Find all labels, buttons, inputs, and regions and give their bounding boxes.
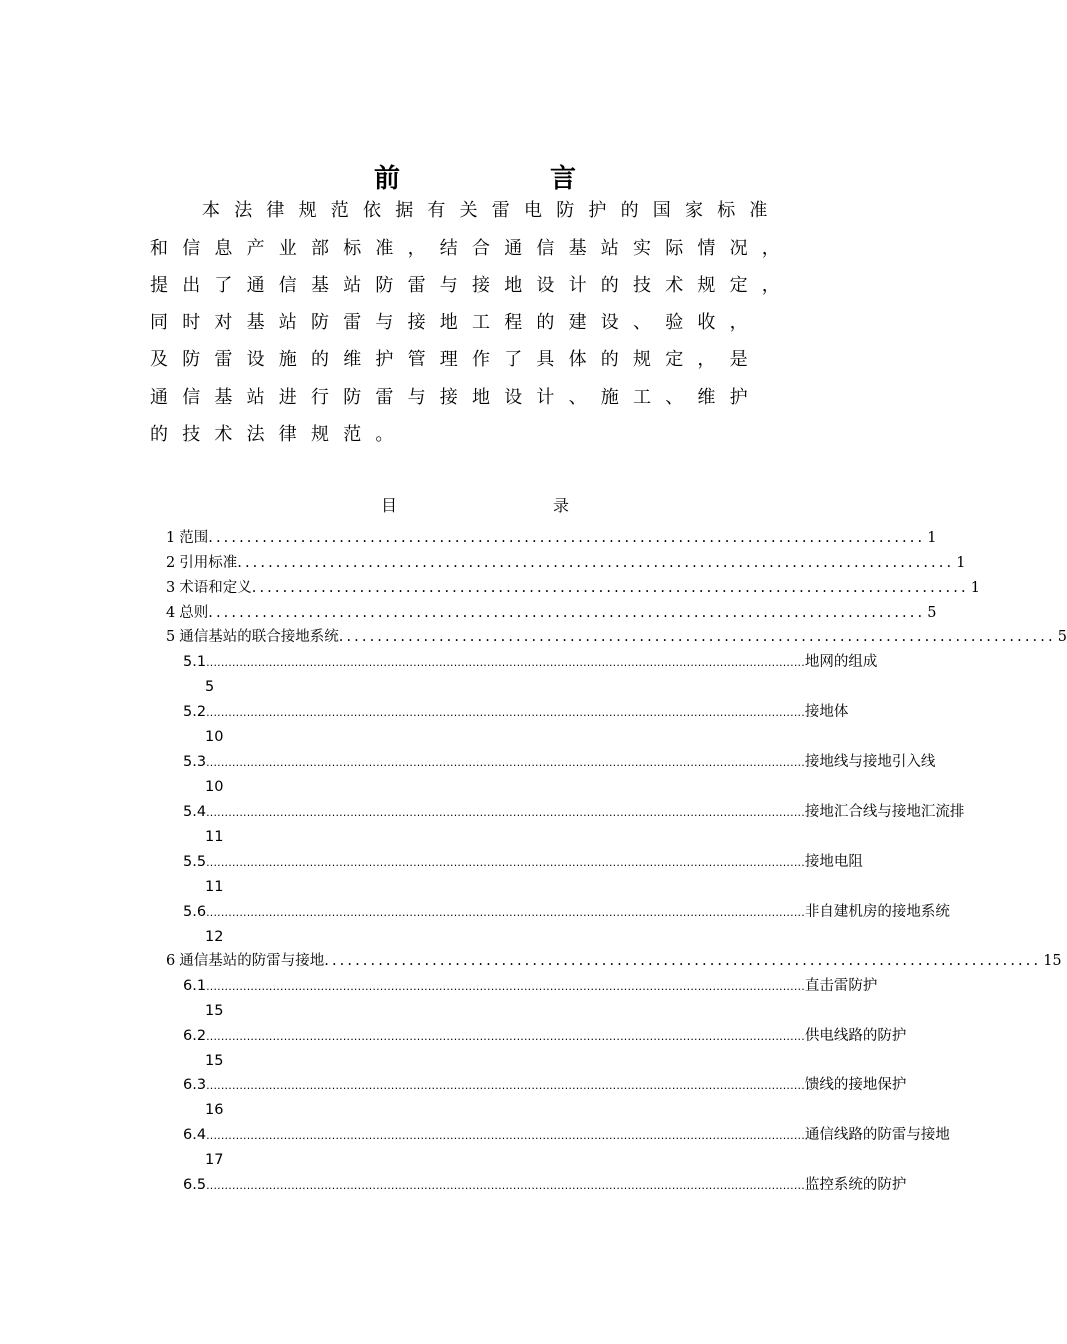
toc-leader-dots: .................................................................................................................................................................. <box>206 656 805 669</box>
toc-entry-number: 3 <box>166 580 176 596</box>
toc-leader-dots: .................................................................................................................................................................. <box>206 1179 805 1192</box>
toc-subentry-label: 通信线路的防雷与接地 <box>804 1127 950 1143</box>
toc-subentry-label: 供电线路的防护 <box>804 1028 907 1044</box>
toc-entry[interactable] <box>166 950 1062 972</box>
preface-line: 通信基站进行防雷与接地设计、施工、维护 <box>150 387 762 408</box>
toc-subentry[interactable] <box>183 901 950 923</box>
toc-subentry-label: 接地电阻 <box>804 854 863 870</box>
toc-leader-dots: ............................................................................................. <box>251 580 969 596</box>
toc-subentry-page: 12 <box>205 929 224 945</box>
toc-entry[interactable] <box>166 602 937 624</box>
toc-subentry-page: 17 <box>205 1152 224 1168</box>
toc-entry-page: 5 <box>927 605 937 621</box>
toc-subentry[interactable] <box>183 801 965 823</box>
toc-subentry-number: 5.2 <box>183 704 207 720</box>
toc-subentry-number: 6.4 <box>183 1127 207 1143</box>
toc-subentry-page: 11 <box>205 879 224 895</box>
toc-entry-label: 总则 <box>179 605 209 621</box>
preface-line: 提出了通信基站防雷与接地设计的技术规定， <box>150 275 794 296</box>
toc-subentry[interactable] <box>183 851 863 873</box>
toc-entry-label: 术语和定义 <box>179 580 252 596</box>
toc-subentry-label: 非自建机房的接地系统 <box>804 904 950 920</box>
toc-subentry-label: 馈线的接地保护 <box>804 1077 907 1093</box>
toc-subentry[interactable] <box>183 1174 907 1196</box>
toc-leader-dots: .................................................................................................................................................................. <box>206 856 805 869</box>
toc-subentry-number: 5.5 <box>183 854 207 870</box>
toc-entry-number: 1 <box>166 530 176 546</box>
toc-leader-dots: .................................................................................................................................................................. <box>206 906 805 919</box>
toc-leader-dots: .................................................................................................................................................................. <box>206 706 805 719</box>
toc-subentry[interactable] <box>183 1124 950 1146</box>
toc-subentry-number: 6.2 <box>183 1028 207 1044</box>
toc-entry-number: 5 <box>166 629 176 645</box>
toc-subentry-page: 15 <box>205 1003 224 1019</box>
toc-entry-page: 1 <box>970 580 980 596</box>
toc-subentry-number: 6.5 <box>183 1177 207 1193</box>
toc-leader-dots: .................................................................................................................................................................. <box>206 980 805 993</box>
toc-subentry-page: 10 <box>205 779 224 795</box>
toc-subentry-page: 15 <box>205 1053 224 1069</box>
toc-subentry-label: 监控系统的防护 <box>804 1177 907 1193</box>
toc-entry[interactable] <box>166 626 1067 648</box>
toc-leader-dots: ............................................................................................. <box>324 953 1042 969</box>
toc-entry-page: 1 <box>927 530 937 546</box>
toc-entry-number: 6 <box>166 953 176 969</box>
toc-entry[interactable] <box>166 577 980 599</box>
toc-leader-dots: .................................................................................................................................................................. <box>206 1129 805 1142</box>
preface-line: 的技术法律规范。 <box>150 424 408 445</box>
toc-entry[interactable] <box>166 552 966 574</box>
preface-line: 及防雷设施的维护管理作了具体的规定，是 <box>150 349 762 370</box>
toc-subentry-number: 6.1 <box>183 978 207 994</box>
toc-subentry[interactable] <box>183 701 849 723</box>
toc-title: 目 录 <box>380 496 639 515</box>
toc-entry-page: 5 <box>1057 629 1067 645</box>
toc-leader-dots: .................................................................................................................................................................. <box>206 756 805 769</box>
toc-subentry-label: 接地线与接地引入线 <box>804 754 936 770</box>
toc-subentry-number: 6.3 <box>183 1077 207 1093</box>
toc-subentry-label: 接地汇合线与接地汇流排 <box>804 804 965 820</box>
preface-line: 和信息产业部标准，结合通信基站实际情况， <box>150 238 794 259</box>
toc-leader-dots: ............................................................................................. <box>237 555 955 571</box>
toc-leader-dots: .................................................................................................................................................................. <box>206 806 805 819</box>
toc-entry-label: 范围 <box>179 530 209 546</box>
toc-leader-dots: ............................................................................................. <box>338 629 1056 645</box>
toc-subentry-page: 16 <box>205 1102 224 1118</box>
preface-title: 前 言 <box>373 164 638 194</box>
toc-entry-page: 1 <box>956 555 966 571</box>
toc-subentry-number: 5.6 <box>183 904 207 920</box>
toc-leader-dots: ............................................................................................. <box>208 605 926 621</box>
toc-subentry-number: 5.4 <box>183 804 207 820</box>
toc-leader-dots: .................................................................................................................................................................. <box>206 1079 805 1092</box>
toc-entry-label: 引用标准 <box>179 555 238 571</box>
preface-line: 同时对基站防雷与接地工程的建设、验收， <box>150 312 762 333</box>
toc-subentry[interactable] <box>183 975 878 997</box>
toc-subentry-page: 11 <box>205 829 224 845</box>
toc-subentry-number: 5.3 <box>183 754 207 770</box>
toc-leader-dots: .................................................................................................................................................................. <box>206 1030 805 1043</box>
toc-subentry-number: 5.1 <box>183 654 207 670</box>
toc-subentry[interactable] <box>183 1025 907 1047</box>
toc-entry-label: 通信基站的防雷与接地 <box>179 953 325 969</box>
toc-subentry-page: 10 <box>205 729 224 745</box>
toc-subentry-label: 直击雷防护 <box>804 978 878 994</box>
toc-subentry-label: 地网的组成 <box>804 654 878 670</box>
toc-subentry-page: 5 <box>205 679 215 695</box>
toc-subentry-label: 接地体 <box>804 704 849 720</box>
toc-entry-page: 15 <box>1043 953 1062 969</box>
toc-entry[interactable] <box>166 527 937 549</box>
toc-subentry[interactable] <box>183 651 878 673</box>
toc-subentry[interactable] <box>183 1074 907 1096</box>
toc-subentry[interactable] <box>183 751 936 773</box>
toc-entry-label: 通信基站的联合接地系统 <box>179 629 339 645</box>
toc-entry-number: 2 <box>166 555 176 571</box>
toc-leader-dots: ............................................................................................. <box>208 530 926 546</box>
preface-line: 本法律规范依据有关雷电防护的国家标准 <box>202 200 782 221</box>
toc-entry-number: 4 <box>166 605 176 621</box>
